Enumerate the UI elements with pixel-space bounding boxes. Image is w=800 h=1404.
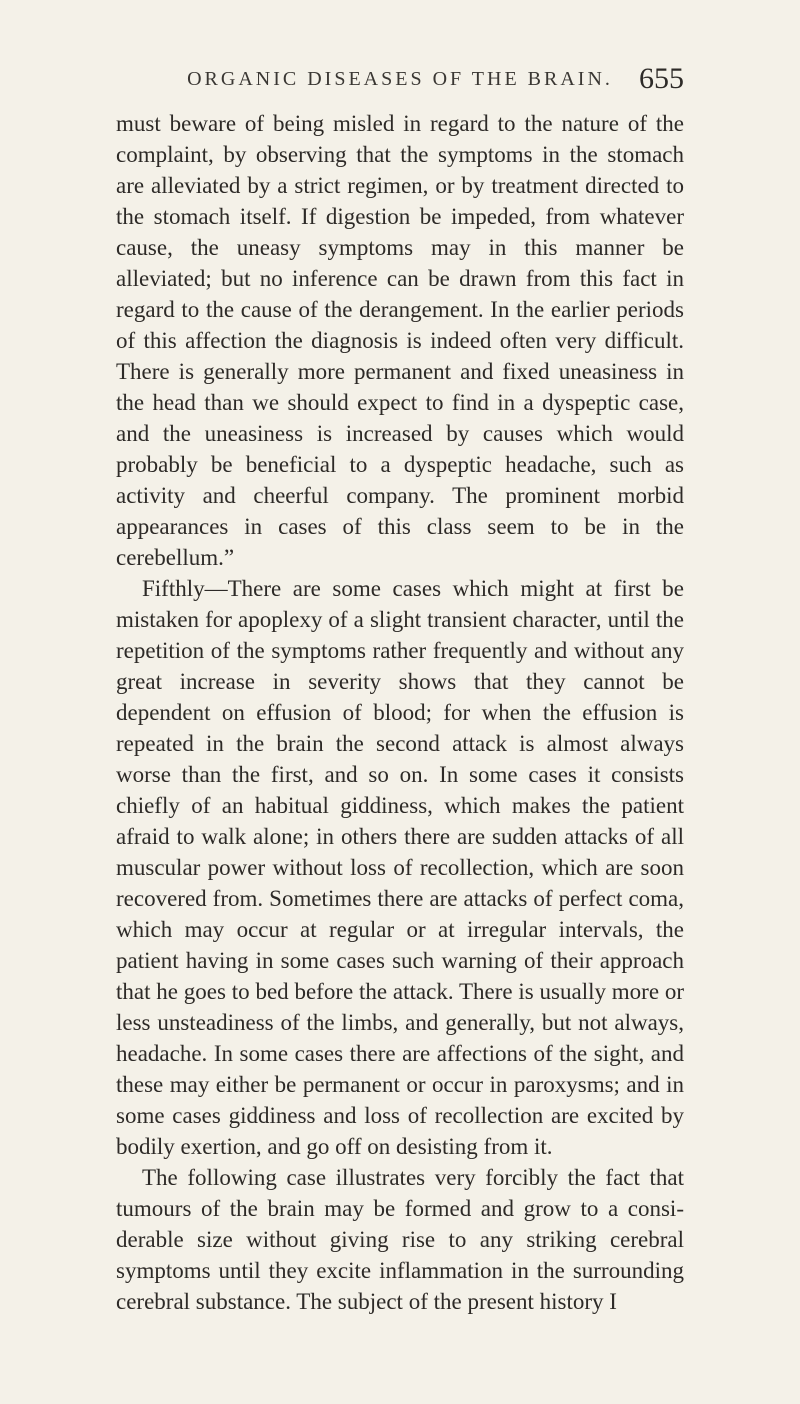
paragraph-continuation: must beware of being misled in regard to the nature of the complaint, by observing that the symptoms in the stomach are alleviated by a strict regimen, or by treatment directed to the stomach itself. If digestion be impeded, from whatever cause, the uneasy symptoms may in this manner be alleviated; but no inference can be drawn from this fact in regard to the cause of the derangement. In the earlier periods of this affection the diagnosis is indeed often very difficult. There is generally more permanent and fixed uneasiness in the head than we should expect to find in a dyspeptic case, and the uneasiness is increased by causes which would probably be beneficial to a dyspeptic headache, such as activity and cheerful company. The prominent morbid appearances in cases of this class seem to be in the cerebellum.” <box>116 111 684 570</box>
page-number: 655 <box>639 62 684 95</box>
paragraph-fifthly: Fifthly—There are some cases which might at first be mistaken for apoplexy of a slight transient character, until the repetition of the symptoms rather frequently and without any great increase in severity shows that they cannot be dependent on effusion of blood; for when the effusion is repeated in the brain the second attack is almost always worse than the first, and so on. In some cases it consists chiefly of an habitual giddiness, which makes the patient afraid to walk alone; in others there are sudden attacks of all muscular power without loss of recollection, which are soon recovered from. Sometimes there are attacks of perfect coma, which may occur at regular or at irregular intervals, the patient having in some cases such warning of their approach that he goes to bed before the attack. There is usually more or less unsteadiness of the limbs, and generally, but not always, headache. In some cases there are affections of the sight, and these may either be permanent or occur in paroxysms; and in some cases giddiness and loss of recollection are excited by bodily exertion, and go off on desisting from it. <box>116 576 684 1159</box>
page-header <box>116 62 684 102</box>
body-text <box>116 108 684 1317</box>
running-head: ORGANIC DISEASES OF THE BRAIN. <box>187 68 613 90</box>
paragraph-following-case: The following case illustrates very forcibly the fact that tumours of the brain may be formed and grow to a considerable size without giving rise to any striking cerebral symptoms until they excite inflammation in the surrounding cerebral substance. The subject of the present history I <box>116 1165 684 1314</box>
